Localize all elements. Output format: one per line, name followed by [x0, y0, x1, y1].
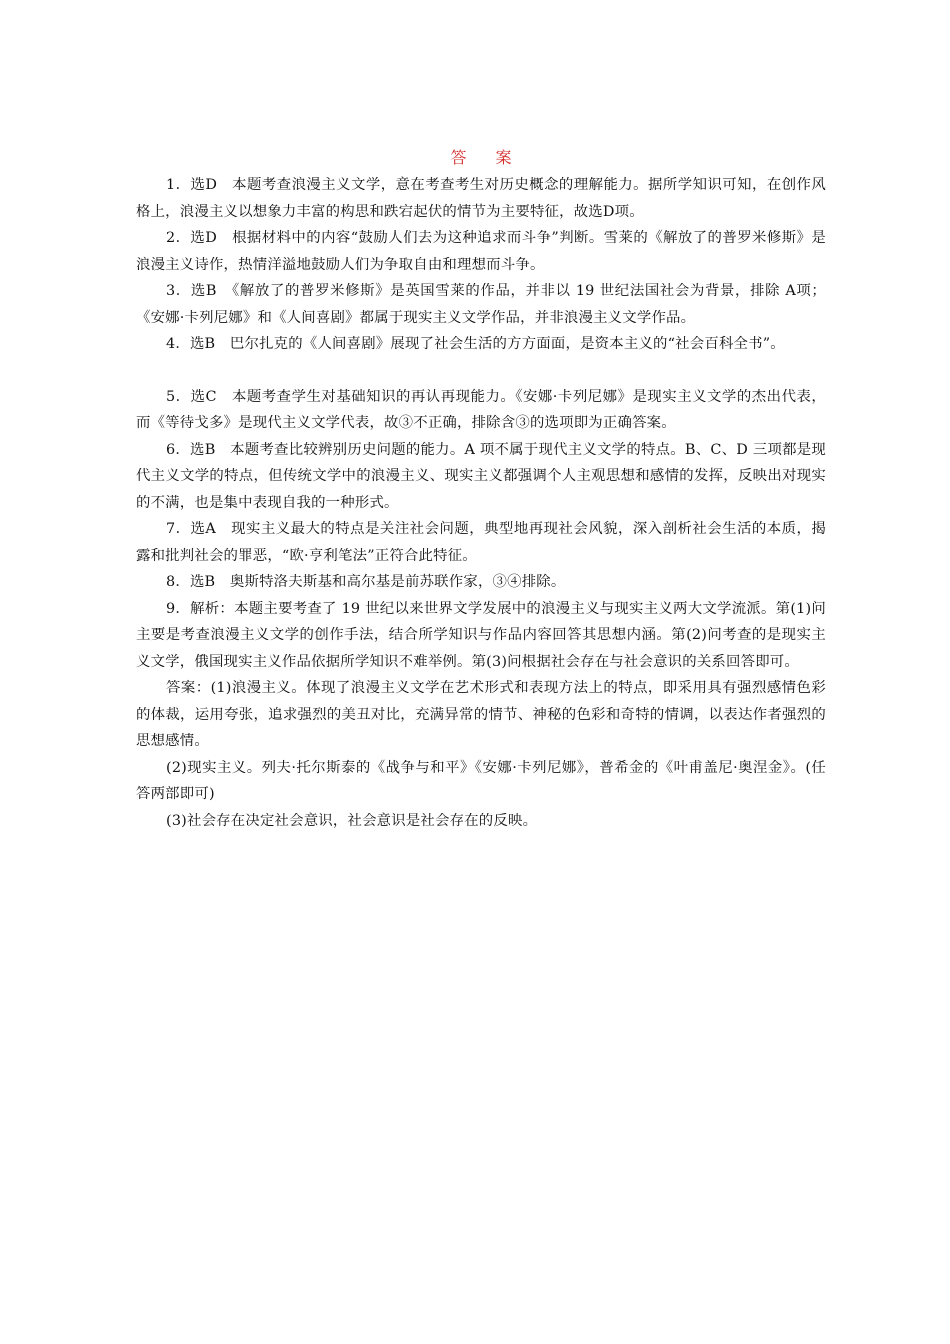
answer-item-3: 3．选B 《解放了的普罗米修斯》是英国雪莱的作品，并非以 19 世纪法国社会为背景，排除 A项；《安娜·卡列尼娜》和《人间喜剧》都属于现实主义文学作品，并非浪漫主义文学作品。 [136, 283, 826, 326]
answer-item-9-answer-3: (3)社会存在决定社会意识，社会意识是社会存在的反映。 [166, 812, 538, 829]
answer-item-2: 2．选D 根据材料中的内容“鼓励人们去为这种追求而斗争”判断。雪莱的《解放了的普罗米修斯》是浪漫主义诗作，热情洋溢地鼓励人们为争取自由和理想而斗争。 [136, 230, 826, 273]
answer-item-6: 6．选B 本题考查比较辨别历史问题的能力。A 项不属于现代主义文学的特点。B、C、D 三项都是现代主义文学的特点，但传统文学中的浪漫主义、现实主义都强调个人主观思想和感情的发挥，反映出对现实的不满，也是集中表现自我的一种形式。 [136, 441, 826, 511]
answer-item-8: 8．选B 奥斯特洛夫斯基和高尔基是前苏联作家，③④排除。 [166, 574, 566, 590]
answer-item-7: 7．选A 现实主义最大的特点是关注社会问题，典型地再现社会风貌，深入剖析社会生活的本质，揭露和批判社会的罪恶，“欧·亨利笔法”正符合此特征。 [136, 521, 826, 564]
answer-item-1: 1．选D 本题考查浪漫主义文学，意在考查考生对历史概念的理解能力。据所学知识可知，在创作风格上，浪漫主义以想象力丰富的构思和跌宕起伏的情节为主要特征，故选D项。 [136, 177, 826, 220]
blank-gap [136, 358, 826, 384]
answer-item-9-answer-1: 答案：(1)浪漫主义。体现了浪漫主义文学在艺术形式和表现方法上的特点，即采用具有强烈感情色彩的体裁，运用夸张，追求强烈的美丑对比，充满异常的情节、神秘的色彩和奇特的情调，以表达作者强烈的思想感情。 [136, 680, 826, 749]
answer-item-5: 5．选C 本题考查学生对基础知识的再认再现能力。《安娜·卡列尼娜》是现实主义文学的杰出代表，而《等待戈多》是现代主义文学代表，故③不正确，排除含③的选项即为正确答案。 [136, 388, 826, 431]
answer-item-9-answer-2: (2)现实主义。列夫·托尔斯泰的《战争与和平》《安娜·卡列尼娜》，普希金的《叶甫盖尼·奥涅金》。(任答两部即可) [136, 759, 826, 802]
answer-title: 答 案 [450, 148, 524, 167]
answer-item-9-analysis: 9．解析：本题主要考查了 19 世纪以来世界文学发展中的浪漫主义与现实主义两大文学流派。第(1)问主要是考查浪漫主义文学的创作手法，结合所学知识与作品内容回答其思想内涵。第(2)问考查的是现实主义文学，俄国现实主义作品依据所学知识不难举例。第(3)问根据社会存在与社会意识的关系回答即可。 [136, 600, 826, 670]
answer-item-4: 4．选B 巴尔扎克的《人间喜剧》展现了社会生活的方方面面，是资本主义的“社会百科全书”。 [166, 336, 785, 352]
answer-document [136, 146, 826, 834]
